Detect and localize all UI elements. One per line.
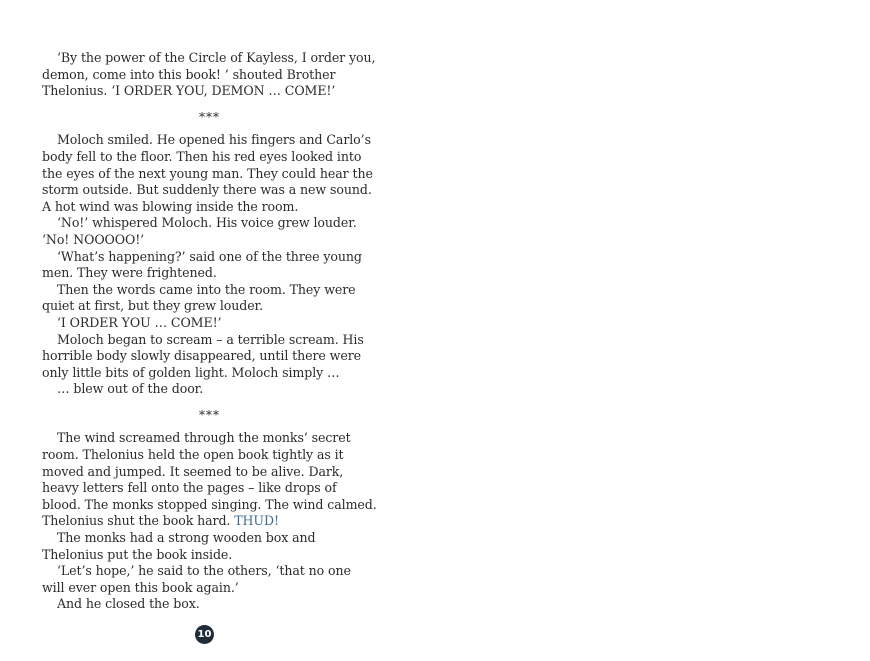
section-separator: *** [199,109,220,124]
paragraph [42,430,377,530]
page-number-badge: 10 [195,625,214,644]
paragraph: ‘What’s happening?’ said one of the three young men. They were frightened. [42,248,362,281]
sound-effect-thud: THUD! [234,513,279,529]
paragraph: Then the words came into the room. They were quiet at first, but they grew louder. [42,281,356,314]
paragraph: The monks had a strong wooden box and Thelonius put the book inside. [42,530,316,562]
section-separator: *** [199,407,220,422]
paragraph-text: The wind screamed through the monks’ secret room. Thelonius held the open book tightly as it moved and jumped. It seemed to be alive. Dark, heavy letters fell onto the pages – like drops of blood. The monks stopped singing. The wind calmed. Thelonius shut the book hard. [42,430,377,529]
paragraph: ‘I ORDER YOU … COME!’ [57,314,222,330]
paragraph: Moloch smiled. He opened his fingers and Carlo’s body fell to the floor. Then his red eyes looked into the eyes of the next young man. They could hear the storm outside. But suddenly there was a new sound. A hot wind was blowing inside the room. [42,132,373,214]
right-page-blank [435,0,870,661]
paragraph: ‘No!’ whispered Moloch. His voice grew louder. ‘No! NOOOOO!’ [42,215,357,247]
story-text [42,50,377,613]
paragraph: … blew out of the door. [57,381,204,397]
paragraph: ‘Let’s hope,’ he said to the others, ‘that no one will ever open this book again.’ [42,563,351,595]
paragraph: And he closed the box. [57,596,200,612]
paragraph: Moloch began to scream – a terrible scream. His horrible body slowly disappeared, until there were only little bits of golden light. Moloch simply … [42,331,364,380]
paragraph: ‘By the power of the Circle of Kayless, I order you, demon, come into this book! ’ shouted Brother Thelonius. ‘I ORDER YOU, DEMON … COME!’ [42,50,376,99]
